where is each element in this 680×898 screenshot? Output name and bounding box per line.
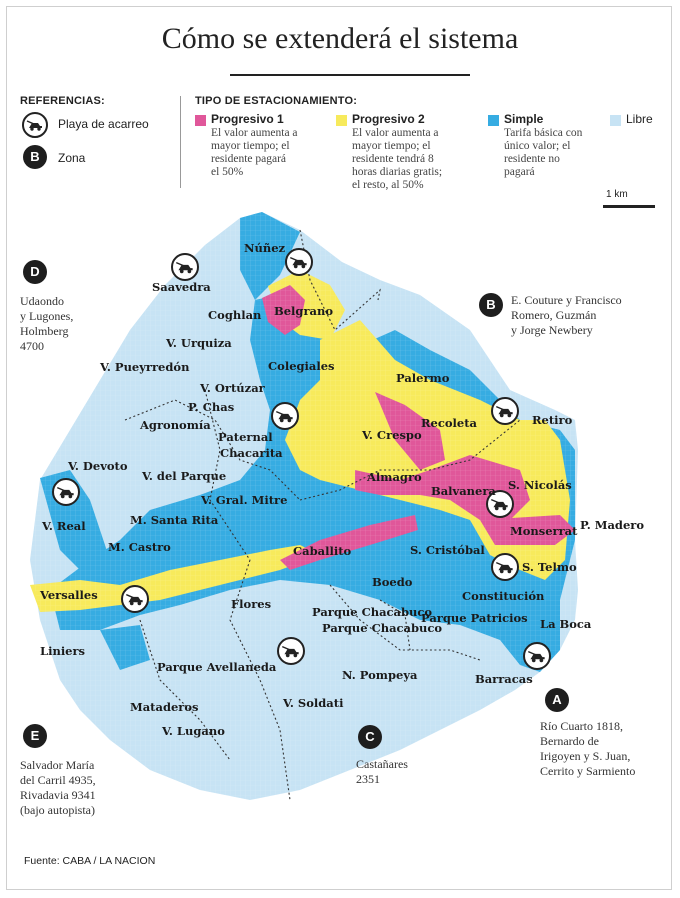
zone-address-c: Castañares 2351	[356, 757, 408, 786]
barrio-label: N. Pompeya	[342, 668, 418, 682]
barrio-label: V. Devoto	[68, 459, 128, 473]
barrio-label: S. Cristóbal	[410, 543, 485, 557]
barrio-label: Coghlan	[208, 308, 262, 322]
zone-marker-d: D	[23, 260, 47, 284]
barrio-label: M. Castro	[108, 540, 171, 554]
barrio-label: Flores	[231, 597, 272, 611]
barrio-label: La Boca	[540, 617, 592, 631]
barrio-label: V. Pueyrredón	[100, 360, 190, 374]
barrio-label: Parque Avellaneda	[157, 660, 277, 674]
zone-marker-a: A	[545, 688, 569, 712]
barrio-label: V. Crespo	[362, 428, 422, 442]
barrio-label: Mataderos	[130, 700, 199, 714]
barrio-label: Chacarita	[220, 446, 283, 460]
zone-address-a: Río Cuarto 1818, Bernardo de Irigoyen y S. Juan, Cerrito y Sarmiento	[540, 719, 636, 778]
barrio-label: Parque Patricios	[421, 611, 528, 625]
zone-legend-label: Zona	[58, 151, 86, 165]
barrio-label: Colegiales	[268, 359, 335, 373]
type-name-progresivo-2: Progresivo 2	[352, 112, 425, 126]
barrio-label: Versalles	[40, 588, 98, 602]
page-title: Cómo se extenderá el sistema	[161, 22, 519, 55]
barrio-label: Boedo	[372, 575, 413, 589]
barrio-label: Liniers	[40, 644, 86, 658]
barrio-label: V. Lugano	[162, 724, 225, 738]
type-name-progresivo-1: Progresivo 1	[211, 112, 284, 126]
type-name-libre: Libre	[626, 112, 653, 126]
zone-address-e: Salvador María del Carril 4935, Rivadavia 9341 (bajo autopista)	[20, 758, 96, 817]
barrio-label: Caballito	[293, 544, 352, 558]
type-name-simple: Simple	[504, 112, 544, 126]
parking-types-header: TIPO DE ESTACIONAMIENTO:	[195, 95, 358, 107]
zone-legend-marker: B	[23, 145, 47, 169]
barrio-label: Monserrat	[510, 524, 578, 538]
barrio-label: Constitución	[462, 589, 545, 603]
barrio-label: V. Gral. Mitre	[201, 493, 288, 507]
scale-label: 1 km	[606, 189, 628, 200]
barrio-label: Belgrano	[274, 304, 333, 318]
barrio-label: Balvanera	[431, 484, 496, 498]
barrio-label: Barracas	[475, 672, 533, 686]
zone-marker-c: C	[358, 725, 382, 749]
type-desc-progresivo-1: El valor aumenta a mayor tiempo; el residente pagará el 50%	[211, 127, 298, 178]
zone-marker-e: E	[23, 724, 47, 748]
barrio-label: Palermo	[396, 371, 450, 385]
barrio-label: Paternal	[218, 430, 273, 444]
barrio-label: M. Santa Rita	[130, 513, 219, 527]
zone-address-d: Udaondo y Lugones, Holmberg 4700	[20, 294, 74, 353]
barrio-label: Almagro	[367, 470, 422, 484]
source-credit: Fuente: CABA / LA NACION	[24, 855, 156, 867]
barrio-label: Saavedra	[152, 280, 211, 294]
barrio-label: V. Ortúzar	[200, 381, 265, 395]
references-header: REFERENCIAS:	[20, 95, 105, 107]
barrio-label: S. Telmo	[522, 560, 577, 574]
barrio-label: Recoleta	[421, 416, 477, 430]
barrio-label: S. Nicolás	[508, 478, 572, 492]
barrio-label: Parque Chacabuco	[312, 605, 433, 619]
barrio-label: V. Real	[42, 519, 86, 533]
zone-address-b: E. Couture y Francisco Romero, Guzmán y Jorge Newbery	[511, 293, 622, 337]
barrio-label: Agronomía	[140, 418, 211, 432]
barrio-label: Parque Chacabuco	[322, 621, 443, 635]
barrio-label: Retiro	[532, 413, 573, 427]
type-desc-progresivo-2: El valor aumenta a mayor tiempo; el residente tendrá 8 horas diarias gratis; el resto, al 50%	[352, 127, 443, 191]
barrio-label: V. del Parque	[142, 469, 227, 483]
zone-marker-b: B	[479, 293, 503, 317]
barrio-label: V. Soldati	[283, 696, 344, 710]
type-desc-simple: Tarifa básica con único valor; el residente no pagará	[504, 127, 583, 178]
barrio-label: V. Urquiza	[166, 336, 232, 350]
barrio-label: P. Chas	[188, 400, 235, 414]
barrio-label: P. Madero	[580, 518, 645, 532]
tow-legend-label: Playa de acarreo	[58, 117, 149, 131]
barrio-label: Núñez	[244, 241, 286, 255]
